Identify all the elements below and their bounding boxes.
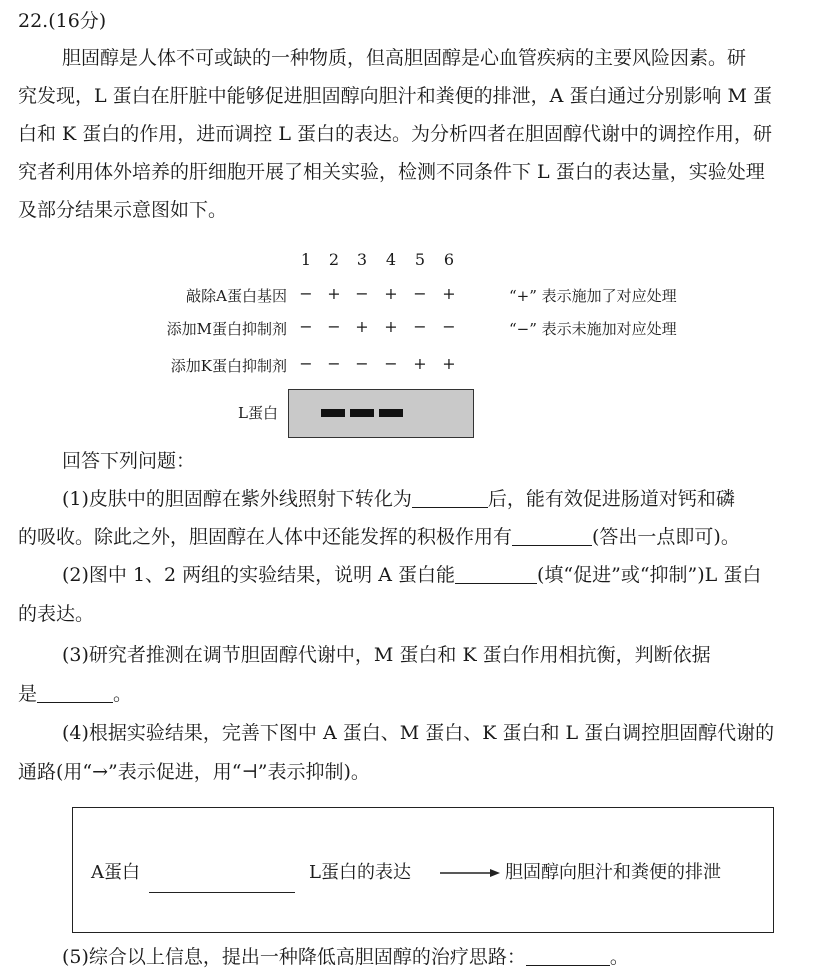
q5-line [62,944,629,970]
pathway-middle-l-expression: L蛋白的表达 [309,862,411,883]
q1-text-a: (1)皮肤中的胆固醇在紫外线照射下转化为 [62,488,412,510]
treatment-symbol: + [384,317,398,336]
group-number: 5 [414,250,426,269]
treatment-symbol: − [355,354,369,373]
intro-line-5: 及部分结果示意图如下。 [18,199,228,221]
q3-blank[interactable] [37,684,113,703]
q1-line-2 [18,524,740,550]
q1-blank-1[interactable] [412,489,488,508]
q3-text-c: 。 [113,683,133,705]
group-number: 6 [443,250,455,269]
gel-label: L蛋白 [238,404,278,422]
q4-line-1: (4)根据实验结果，完善下图中 A 蛋白、M 蛋白、K 蛋白和 L 蛋白调控胆固醇代谢的 [62,722,775,744]
legend-plus-note: “+” 表示施加了对应处理 [509,287,677,305]
intro-line-3: 白和 K 蛋白的作用，进而调控 L 蛋白的表达。为分析四者在胆固醇代谢中的调控作用，研 [18,123,772,145]
q2-line-1 [62,562,761,588]
intro-line-2: 究发现，L 蛋白在肝脏中能够促进胆固醇向胆汁和粪便的排泄，A 蛋白通过分别影响 M 蛋 [18,85,772,107]
q5-text-a: (5)综合以上信息，提出一种降低高胆固醇的治疗思路： [62,946,526,968]
treatment-symbol: + [327,284,341,303]
pathway-blank-line[interactable] [149,892,295,893]
treatment-symbol: − [384,354,398,373]
treatment-symbol: − [299,317,313,336]
group-number: 1 [300,250,312,269]
legend-minus-note: “−” 表示未施加对应处理 [509,320,677,338]
gel-band-lane-3 [350,409,374,417]
pathway-end-excretion: 胆固醇向胆汁和粪便的排泄 [505,862,721,883]
q3-line-2 [18,681,132,707]
group-number: 2 [328,250,340,269]
answer-prompt: 回答下列问题： [62,450,196,472]
treatment-symbol: + [355,317,369,336]
q2-text-b: (填“促进”或“抑制”)L 蛋白 [536,564,762,586]
q3-line-1: (3)研究者推测在调节胆固醇代谢中，M 蛋白和 K 蛋白作用相抗衡，判断依据 [62,644,711,666]
q2-line-2: 的表达。 [18,603,95,625]
q1-text-c: 的吸收。除此之外，胆固醇在人体中还能发挥的积极作用有 [18,526,513,548]
q1-text-d: (答出一点即可)。 [592,526,740,548]
treatment-symbol: − [327,317,341,336]
group-number: 4 [385,250,397,269]
q4-line-2: 通路(用“→”表示促进，用“⊣”表示抑制)。 [18,761,370,783]
treatment-symbol: − [413,317,427,336]
treatment-symbol: + [384,284,398,303]
treatment-symbol: − [355,284,369,303]
pathway-diagram [72,807,774,933]
group-number: 3 [356,250,368,269]
q1-blank-2[interactable] [512,527,592,546]
gel-band-lane-2 [321,409,345,417]
question-number: 22.(16分) [18,10,107,32]
treatment-symbol: − [442,317,456,336]
intro-line-4: 究者利用体外培养的肝细胞开展了相关实验，检测不同条件下 L 蛋白的表达量，实验处理 [18,161,765,183]
q1-text-b: 后，能有效促进肠道对钙和磷 [487,488,735,510]
row-label-k-inhibitor: 添加K蛋白抑制剂 [170,357,287,375]
pathway-start-a-protein: A蛋白 [91,862,140,883]
q1-line-1 [62,486,735,512]
treatment-symbol: + [442,284,456,303]
q5-text-b: 。 [609,946,629,968]
treatment-symbol: + [442,354,456,373]
treatment-symbol: − [327,354,341,373]
pathway-arrow-icon [438,866,502,880]
treatment-symbol: − [299,354,313,373]
row-label-knockout-a: 敲除A蛋白基因 [186,287,287,305]
treatment-symbol: − [413,284,427,303]
intro-line-1: 胆固醇是人体不可或缺的一种物质，但高胆固醇是心血管疾病的主要风险因素。研 [62,47,747,69]
row-label-m-inhibitor: 添加M蛋白抑制剂 [166,320,287,338]
treatment-symbol: + [413,354,427,373]
gel-image [288,389,474,438]
q2-blank[interactable] [455,565,537,584]
q3-text-b: 是 [18,683,38,705]
gel-band-lane-4 [379,409,403,417]
treatment-symbol: − [299,284,313,303]
q2-text-a: (2)图中 1、2 两组的实验结果，说明 A 蛋白能 [62,564,455,586]
q5-blank[interactable] [526,947,610,966]
